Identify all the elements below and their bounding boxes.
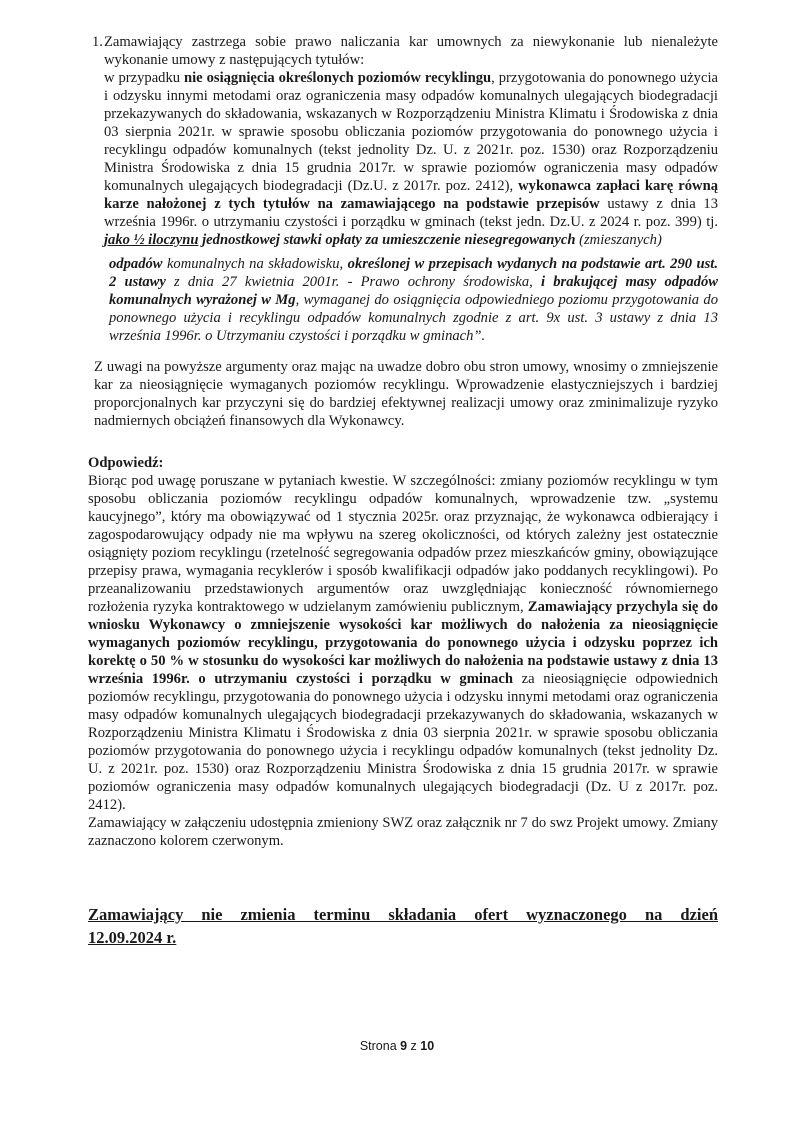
question-body-paragraph: w przypadku nie osiągnięcia określonych poziomów recyklingu, przygotowania do ponownego użycia i odzysku innymi metodami oraz ograniczenia masy odpadów komunalnych ulegających biodegradacji przekazywanych do składowania, wskazanych w Rozporządzeniu Ministra Klimatu i Środowiska z dnia 03 sierpnia 2021r. w sprawie sposobu obliczania poziomów przygotowania do ponownego użycia i recyklingu odpadów komunalnych (tekst jednolity Dz. U. z 2021r. poz. 1530) oraz Rozporządzeniu Ministra Środowiska z dnia 15 grudnia 2017r. w sprawie poziomów ograniczenia masy odpadów komunalnych ulegających biodegradacji (Dz.U. z 2017r. poz. 2412), wykonawca zapłaci karę równą karze nałożonej z tych tytułów na zamawiającego na podstawie przepisów ustawy z dnia 13 września 1996r. o utrzymaniu czystości i porządku w gminach (tekst jedn. Dz.U. z 2024 r. poz. 399) tj. jako ½ iloczynu jednostkowej stawki opłaty za umieszczenie niesegregowanych (zmieszanych) (104, 70, 718, 248)
question-intro-paragraph: Zamawiający zastrzega sobie prawo naliczania kar umownych za niewykonanie lub nienależyte wykonanie umowy z następujących tytułów: (104, 34, 718, 68)
question-text-column (104, 33, 718, 358)
answer-heading: Odpowiedź: (88, 455, 164, 471)
deadline-notice-line1: Zamawiający nie zmienia terminu składania ofert wyznaczonego na dzień (88, 905, 718, 924)
answer-body-paragraph: Biorąc pod uwagę poruszane w pytaniach kwestie. W szczególności: zmiany poziomów recyklingu w tym sposobu obliczania poziomów recyklingu odpadów komunalnych, wprowadzenie tzw. „systemu kaucyjnego”, który ma obowiązywać od 1 stycznia 2025r. oraz przyznając, że wykonawca odbierający i zagospodarowujący odpady nie ma wpływu na szereg okoliczności, od których zależny jest ostatecznie osiągnięty poziom recyklingu (rzetelność segregowania odpadów przez mieszkańców gminy, obowiązujące przepisy prawa, wymagania recyklerów i sposób kwalifikacji odpadów jako poddanych recyklingowi). Po przeanalizowaniu przedstawionych argumentów oraz uwzględniając konieczność równomiernego rozłożenia ryzyka kontraktowego w udzielanym zamówieniu publicznym, Zamawiający przychyla się do wniosku Wykonawcy o zmniejszenie wysokości kar możliwych do nałożenia za nieosiągnięcie wymaganych poziomów recyklingu, przygotowania do ponownego użycia i odzysku poprzez ich korektę o 50 % w stosunku do wysokości kar możliwych do nałożenia na podstawie ustawy z dnia 13 września 1996r. o utrzymaniu czystości i porządku w gminach za nieosiągnięcie odpowiednich poziomów recyklingu, przygotowania do ponownego użycia i odzysku innymi metodami oraz ograniczenia masy odpadów komunalnych ulegających biodegradacji przekazywanych do składowania, wskazanych w Rozporządzeniu Ministra Klimatu i Środowiska z dnia 03 sierpnia 2021r. w sprawie sposobu obliczania poziomów przygotowania do ponownego użycia i recyklingu odpadów komunalnych (tekst jednolity Dz. U. z 2021r. poz. 1530) oraz Rozporządzeniu Ministra Środowiska z dnia 15 grudnia 2017r. w sprawie poziomów ograniczenia masy odpadów komunalnych ulegających biodegradacji (Dz. U z 2017r. poz. 2412). (88, 473, 718, 813)
question-quote-paragraph: odpadów komunalnych na składowisku, określonej w przepisach wydanych na podstawie art. 290 ust. 2 ustawy z dnia 27 kwietnia 2001r. - Prawo ochrony środowiska, i brakującej masy odpadów komunalnych wyrażonej w Mg, wymaganej do osiągnięcia odpowiedniego poziomu przygotowania do ponownego użycia i recyklingu odpadów komunalnych zgodnie z art. 9x ust. 3 ustawy z dnia 13 września 1996r. o Utrzymaniu czystości i porządku w gminach”. (109, 256, 718, 344)
page-footer (0, 1038, 794, 1054)
document-content (88, 33, 718, 949)
question-item (88, 33, 718, 358)
question-closing-paragraph: Z uwagi na powyższe argumenty oraz mając na uwadze dobro obu stron umowy, wnosimy o zmniejszenie kar za nieosiągnięcie wymaganych poziomów recyklingu. Wprowadzenie elastyczniejszych i bardziej proporcjonalnych kar przyczyni się do bardziej efektywnej realizacji umowy oraz zminimalizuje ryzyko nadmiernych obciążeń finansowych dla Wykonawcy. (94, 359, 718, 429)
deadline-notice-line2: 12.09.2024 r. (88, 928, 177, 947)
deadline-notice (88, 903, 718, 949)
list-number: 1. (92, 34, 103, 50)
page-number: Strona 9 z 10 (359, 1039, 435, 1053)
answer-attachment-note: Zamawiający w załączeniu udostępnia zmieniony SWZ oraz załącznik nr 7 do swz Projekt umowy. Zmiany zaznaczono kolorem czerwonym. (88, 815, 718, 849)
